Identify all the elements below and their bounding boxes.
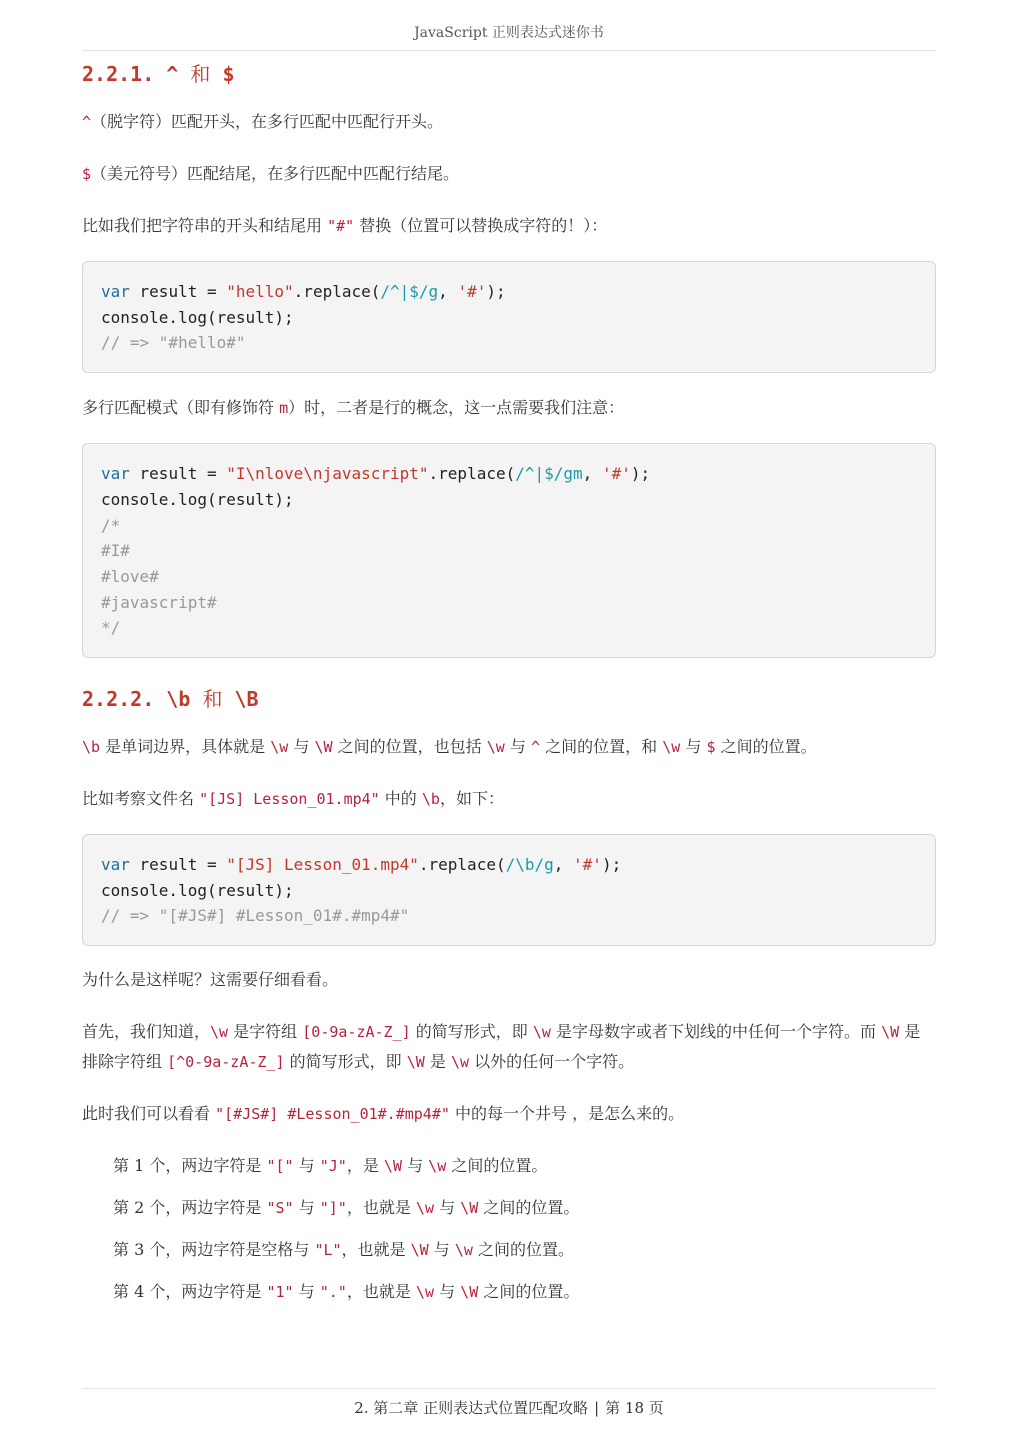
code-block-3: var result = "[JS] Lesson_01.mp4".replace(/\b/g, '#'); console.log(result); // => "[#JS#] #Lesson_01#.#mp4#" xyxy=(82,834,936,946)
page-content xyxy=(82,56,936,1307)
book-title: JavaScript 正则表达式迷你书 xyxy=(414,25,604,41)
paragraph-caret: ^（脱字符）匹配开头，在多行匹配中匹配行开头。 xyxy=(82,112,444,131)
paragraph-replace-example: 比如我们把字符串的开头和结尾用 "#" 替换（位置可以替换成字符的！）： xyxy=(82,216,608,235)
paragraph-explanation: 首先，我们知道，\w 是字符组 [0-9a-zA-Z_] 的简写形式，即 \w 是字母数字或者下划线的中任何一个字符。而 \W 是排除字符组 [^0-9a-zA-Z_] 的简写形式，即 \W 是 \w 以外的任何一个字符。 xyxy=(82,1022,921,1072)
list-item: 第 2 个，两边字符是 "S" 与 "]"，也就是 \w 与 \W 之间的位置。 xyxy=(113,1198,580,1218)
page-header xyxy=(82,22,936,51)
paragraph-each-hash: 此时我们可以看看 "[#JS#] #Lesson_01#.#mp4#" 中的每一个井号 ，是怎么来的。 xyxy=(82,1104,685,1124)
section-heading-2-2-1: 2.2.1. ^ 和 $ xyxy=(82,62,235,86)
page-footer xyxy=(82,1388,936,1418)
code-block-2: var result = "I\nlove\njavascript".replace(/^|$/gm, '#'); console.log(result); /* #I# #love# #javascript# */ xyxy=(82,443,936,658)
list-item: 第 3 个，两边字符是空格与 "L"，也就是 \W 与 \w 之间的位置。 xyxy=(113,1240,575,1260)
chapter-label: 2. 第二章 正则表达式位置匹配攻略 xyxy=(354,1399,589,1417)
paragraph-filename: 比如考察文件名 "[JS] Lesson_01.mp4" 中的 \b，如下： xyxy=(82,789,504,809)
paragraph-dollar: $（美元符号）匹配结尾，在多行匹配中匹配行结尾。 xyxy=(82,164,460,183)
code-block-1: var result = "hello".replace(/^|$/g, '#'); console.log(result); // => "#hello#" xyxy=(82,261,936,373)
list-item: 第 4 个，两边字符是 "1" 与 "."，也就是 \w 与 \W 之间的位置。 xyxy=(113,1282,580,1302)
footer-separator: | xyxy=(594,1399,600,1417)
paragraph-word-boundary: \b 是单词边界，具体就是 \w 与 \W 之间的位置，也包括 \w 与 ^ 之间的位置，和 \w 与 $ 之间的位置。 xyxy=(82,737,817,757)
page-number: 第 18 页 xyxy=(605,1399,664,1417)
paragraph-multiline: 多行匹配模式（即有修饰符 m）时，二者是行的概念，这一点需要我们注意： xyxy=(82,398,625,418)
list-item: 第 1 个，两边字符是 "[" 与 "J"，是 \W 与 \w 之间的位置。 xyxy=(113,1156,548,1176)
section-heading-2-2-2: 2.2.2. \b 和 \B xyxy=(82,687,259,712)
paragraph-why: 为什么是这样呢？这需要仔细看看。 xyxy=(82,970,339,990)
